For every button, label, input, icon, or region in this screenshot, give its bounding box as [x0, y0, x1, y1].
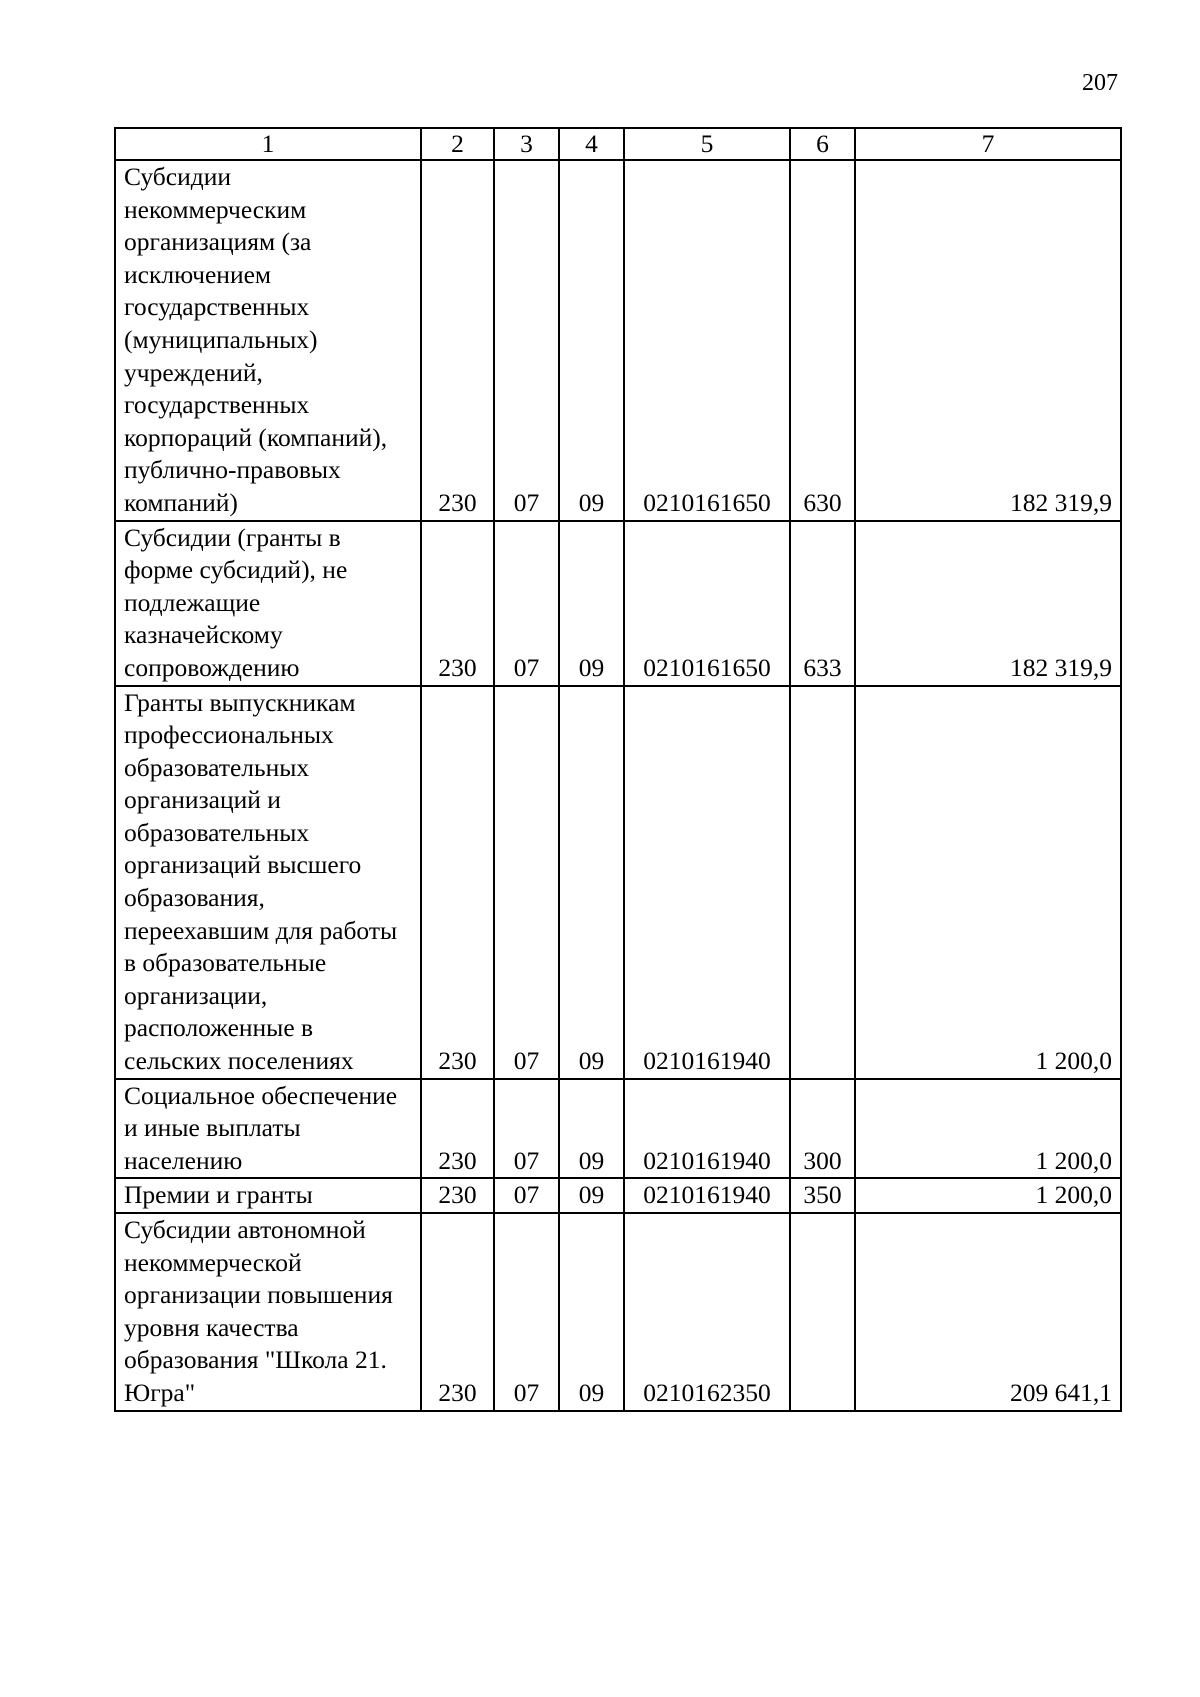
- row-name: [115, 1079, 421, 1179]
- header-col-5: 5: [624, 128, 790, 160]
- table-row: [115, 686, 1121, 1079]
- row-col7: 182 319,9: [855, 521, 1121, 686]
- row-col6: 300: [790, 1079, 855, 1179]
- row-col2: 230: [421, 686, 494, 1079]
- row-col7: 1 200,0: [855, 686, 1121, 1079]
- budget-table: [114, 127, 1122, 1412]
- header-col-4: 4: [559, 128, 624, 160]
- header-col-1: 1: [115, 128, 421, 160]
- row-name: [115, 686, 421, 1079]
- row-name-text: Субсидии (гранты в форме субсидий), не подлежащие казначейскому сопровождению: [124, 522, 348, 682]
- row-col7: 182 319,9: [855, 160, 1121, 521]
- page-number: 207: [1082, 70, 1118, 96]
- row-name-text: Премии и гранты: [124, 1180, 313, 1210]
- row-col7: 1 200,0: [855, 1079, 1121, 1179]
- row-col2: 230: [421, 521, 494, 686]
- row-col6: 630: [790, 160, 855, 521]
- table-row: [115, 521, 1121, 686]
- header-col-3: 3: [494, 128, 559, 160]
- header-col-7: 7: [855, 128, 1121, 160]
- row-col4: 09: [559, 1079, 624, 1179]
- row-col2: 230: [421, 1178, 494, 1213]
- row-col2: 230: [421, 160, 494, 521]
- row-col5: 0210161650: [624, 160, 790, 521]
- table-row: [115, 1178, 1121, 1213]
- row-col2: 230: [421, 1213, 494, 1411]
- row-col5: 0210161940: [624, 686, 790, 1079]
- row-col3: 07: [494, 1079, 559, 1179]
- row-name-text: Субсидии некоммерческим организациям (за исключением государственных (муниципальных) учреждений, государственных корпораций (компаний), публично-правовых компаний): [124, 162, 388, 517]
- row-col3: 07: [494, 686, 559, 1079]
- row-col6: [790, 1213, 855, 1411]
- row-col5: 0210162350: [624, 1213, 790, 1411]
- row-name-text: Гранты выпускникам профессиональных образовательных организаций и образовательных организаций высшего образования, переехавшим для работы в образовательные организации, расположенные в сельских поселениях: [124, 687, 398, 1076]
- row-name-text: Социальное обеспечение и иные выплаты населению: [124, 1080, 398, 1175]
- row-col7: 1 200,0: [855, 1178, 1121, 1213]
- header-col-6: 6: [790, 128, 855, 160]
- row-col4: 09: [559, 1213, 624, 1411]
- row-name: [115, 1178, 421, 1213]
- row-name: [115, 160, 421, 521]
- row-col3: 07: [494, 1213, 559, 1411]
- row-col3: 07: [494, 1178, 559, 1213]
- row-col4: 09: [559, 1178, 624, 1213]
- row-name-text: Субсидии автономной некоммерческой организации повышения уровня качества образования "Школа 21. Югра": [124, 1215, 393, 1407]
- row-col3: 07: [494, 521, 559, 686]
- row-col5: 0210161940: [624, 1079, 790, 1179]
- table-row: [115, 1213, 1121, 1411]
- table-row: [115, 160, 1121, 521]
- row-col4: 09: [559, 160, 624, 521]
- row-col3: 07: [494, 160, 559, 521]
- row-col4: 09: [559, 686, 624, 1079]
- table-row: [115, 1079, 1121, 1179]
- row-name: [115, 1213, 421, 1411]
- header-row: [115, 128, 1121, 160]
- row-col7: 209 641,1: [855, 1213, 1121, 1411]
- row-col4: 09: [559, 521, 624, 686]
- row-col2: 230: [421, 1079, 494, 1179]
- row-col6: 633: [790, 521, 855, 686]
- row-col5: 0210161940: [624, 1178, 790, 1213]
- row-name: [115, 521, 421, 686]
- row-col5: 0210161650: [624, 521, 790, 686]
- row-col6: [790, 686, 855, 1079]
- row-col6: 350: [790, 1178, 855, 1213]
- header-col-2: 2: [421, 128, 494, 160]
